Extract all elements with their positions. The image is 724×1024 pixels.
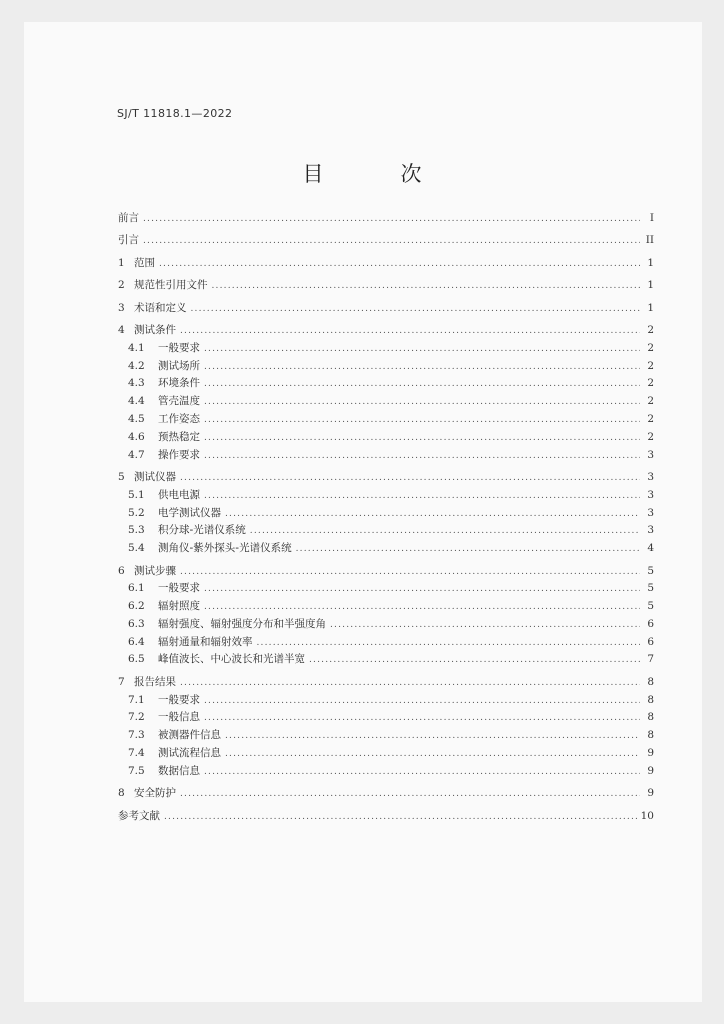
table-of-contents	[118, 210, 654, 825]
toc-entry-number: 5.3	[128, 524, 145, 537]
toc-entry-number: 7.4	[128, 747, 145, 760]
toc-entry-number: 7.5	[128, 764, 145, 777]
toc-entry[interactable]	[118, 674, 654, 692]
toc-entry-label: 测角仪-紫外探头-光谱仪系统	[158, 542, 292, 555]
toc-entry[interactable]	[118, 375, 654, 393]
toc-entry-page: 9	[647, 764, 654, 777]
toc-entry-label: 辐射照度	[158, 600, 200, 613]
toc-entry[interactable]	[118, 616, 654, 634]
toc-entry-label: 前言	[118, 212, 139, 224]
toc-entry[interactable]	[118, 340, 654, 358]
toc-entry[interactable]	[118, 709, 654, 727]
toc-entry-number: 6.5	[128, 653, 145, 666]
toc-entry-page: 1	[647, 256, 654, 269]
toc-leader-dots	[191, 301, 641, 319]
toc-entry-label: 术语和定义	[134, 301, 187, 314]
toc-entry[interactable]	[118, 358, 654, 376]
toc-entry-page: 2	[647, 412, 654, 425]
toc-leader-dots	[180, 786, 640, 804]
toc-entry[interactable]	[118, 505, 654, 523]
toc-entry-page: 2	[647, 430, 654, 443]
toc-leader-dots	[296, 541, 640, 559]
toc-leader-dots	[204, 412, 640, 430]
toc-entry-label: 辐射通量和辐射效率	[158, 635, 253, 648]
toc-leader-dots	[204, 448, 640, 466]
toc-entry[interactable]	[118, 651, 654, 669]
toc-entry-page: 3	[647, 506, 654, 519]
toc-entry-number: 8	[118, 787, 125, 800]
toc-leader-dots	[180, 675, 640, 693]
toc-entry-page: I	[649, 212, 654, 224]
toc-entry[interactable]	[118, 540, 654, 558]
toc-entry-number: 4.3	[128, 377, 145, 390]
toc-entry-page: 2	[647, 359, 654, 372]
toc-entry[interactable]	[118, 487, 654, 505]
toc-entry-number: 5.1	[128, 488, 145, 501]
toc-entry-label: 积分球-光谱仪系统	[158, 524, 246, 537]
toc-leader-dots	[204, 710, 640, 728]
toc-entry[interactable]	[118, 411, 654, 429]
toc-entry[interactable]	[118, 210, 654, 228]
toc-entry-label: 规范性引用文件	[134, 279, 208, 292]
toc-entry[interactable]	[118, 322, 654, 340]
toc-leader-dots	[159, 256, 640, 274]
toc-leader-dots	[204, 376, 640, 394]
toc-entry-number: 5.4	[128, 542, 145, 555]
toc-entry[interactable]	[118, 563, 654, 581]
toc-entry[interactable]	[118, 634, 654, 652]
toc-leader-dots	[204, 693, 640, 711]
toc-entry-number: 6.2	[128, 600, 145, 613]
toc-entry-number: 7.1	[128, 693, 145, 706]
toc-entry-number: 6.3	[128, 617, 145, 630]
toc-entry-page: 1	[647, 279, 654, 292]
toc-entry-number: 7	[118, 675, 125, 688]
toc-leader-dots	[204, 430, 640, 448]
toc-entry-page: II	[645, 234, 654, 247]
toc-entry-number: 5	[118, 470, 125, 483]
toc-entry-label: 预热稳定	[158, 430, 200, 443]
toc-entry[interactable]	[118, 300, 654, 318]
toc-entry-label: 被测器件信息	[158, 729, 221, 742]
toc-entry-label: 一般要求	[158, 693, 200, 706]
toc-entry-label: 数据信息	[158, 764, 200, 777]
toc-entry-number: 7.2	[128, 711, 145, 724]
toc-entry-label: 报告结果	[134, 675, 176, 688]
toc-leader-dots	[164, 809, 637, 827]
toc-entry[interactable]	[118, 727, 654, 745]
toc-leader-dots	[225, 506, 640, 524]
toc-entry-number: 4	[118, 323, 125, 336]
toc-entry[interactable]	[118, 469, 654, 487]
toc-entry-number: 6.1	[128, 582, 145, 595]
toc-entry-page: 10	[640, 809, 654, 822]
toc-entry[interactable]	[118, 692, 654, 710]
toc-entry-page: 8	[647, 729, 654, 742]
toc-entry-page: 2	[647, 395, 654, 408]
toc-entry-label: 测试步骤	[134, 564, 176, 577]
toc-entry-page: 3	[647, 488, 654, 501]
toc-entry-number: 4.4	[128, 395, 145, 408]
toc-leader-dots	[212, 278, 641, 296]
toc-entry-label: 测试条件	[134, 323, 176, 336]
toc-entry[interactable]	[118, 763, 654, 781]
toc-entry[interactable]	[118, 745, 654, 763]
toc-leader-dots	[330, 617, 640, 635]
toc-entry-page: 8	[647, 693, 654, 706]
toc-entry-page: 8	[647, 711, 654, 724]
toc-leader-dots	[204, 488, 640, 506]
toc-entry[interactable]	[118, 255, 654, 273]
toc-entry-label: 参考文献	[118, 809, 160, 822]
toc-entry-label: 测试流程信息	[158, 747, 221, 760]
toc-entry-label: 测试仪器	[134, 470, 176, 483]
toc-entry-page: 5	[647, 564, 654, 577]
toc-entry-label: 峰值波长、中心波长和光谱半宽	[158, 653, 305, 666]
toc-entry[interactable]	[118, 277, 654, 295]
toc-entry-page: 8	[647, 675, 654, 688]
toc-leader-dots	[250, 523, 640, 541]
toc-entry-number: 5.2	[128, 506, 145, 519]
toc-leader-dots	[204, 341, 640, 359]
toc-entry-number: 7.3	[128, 729, 145, 742]
toc-entry-page: 4	[647, 542, 654, 555]
toc-entry-label: 电学测试仪器	[158, 506, 221, 519]
toc-entry-number: 2	[118, 279, 125, 292]
toc-entry-page: 2	[647, 323, 654, 336]
page-title: 目 次	[302, 162, 450, 186]
toc-entry-label: 操作要求	[158, 448, 200, 461]
toc-entry-label: 供电电源	[158, 488, 200, 501]
toc-entry-page: 2	[647, 341, 654, 354]
toc-leader-dots	[204, 599, 640, 617]
toc-entry-number: 4.5	[128, 412, 145, 425]
toc-entry-page: 7	[647, 653, 654, 666]
toc-entry[interactable]	[118, 598, 654, 616]
toc-entry[interactable]	[118, 447, 654, 465]
toc-leader-dots	[257, 635, 641, 653]
toc-entry[interactable]	[118, 580, 654, 598]
toc-entry-page: 6	[647, 635, 654, 648]
toc-entry[interactable]	[118, 522, 654, 540]
toc-entry[interactable]	[118, 808, 654, 826]
toc-entry-page: 3	[647, 524, 654, 537]
toc-entry-label: 范围	[134, 256, 155, 269]
toc-entry-page: 5	[647, 600, 654, 613]
toc-entry-page: 3	[647, 470, 654, 483]
toc-leader-dots	[204, 581, 640, 599]
toc-leader-dots	[225, 728, 640, 746]
toc-entry-page: 6	[647, 617, 654, 630]
toc-entry-number: 6	[118, 564, 125, 577]
toc-entry-label: 安全防护	[134, 787, 176, 800]
toc-entry-label: 一般要求	[158, 341, 200, 354]
toc-entry-number: 4.2	[128, 359, 145, 372]
toc-leader-dots	[204, 764, 640, 782]
toc-entry-number: 3	[118, 301, 125, 314]
toc-entry-label: 测试场所	[158, 359, 200, 372]
toc-entry[interactable]	[118, 232, 654, 250]
toc-leader-dots	[180, 564, 640, 582]
toc-entry-page: 1	[647, 301, 654, 314]
toc-leader-dots	[143, 211, 640, 229]
toc-entry-label: 辐射强度、辐射强度分布和半强度角	[158, 617, 326, 630]
toc-entry-label: 环境条件	[158, 377, 200, 390]
toc-entry[interactable]	[118, 785, 654, 803]
toc-entry[interactable]	[118, 393, 654, 411]
toc-entry-label: 工作姿态	[158, 412, 200, 425]
toc-leader-dots	[204, 359, 640, 377]
toc-entry-page: 3	[647, 448, 654, 461]
toc-leader-dots	[180, 470, 640, 488]
toc-entry-number: 4.1	[128, 341, 145, 354]
toc-leader-dots	[180, 323, 640, 341]
toc-leader-dots	[225, 746, 640, 764]
toc-entry-label: 一般要求	[158, 582, 200, 595]
toc-entry-page: 9	[647, 787, 654, 800]
toc-entry-page: 2	[647, 377, 654, 390]
toc-entry-label: 一般信息	[158, 711, 200, 724]
toc-entry-number: 4.7	[128, 448, 145, 461]
toc-entry-label: 管壳温度	[158, 395, 200, 408]
toc-leader-dots	[143, 233, 640, 251]
toc-entry-number: 4.6	[128, 430, 145, 443]
toc-entry[interactable]	[118, 429, 654, 447]
toc-entry-page: 5	[647, 582, 654, 595]
toc-entry-number: 1	[118, 256, 125, 269]
toc-entry-number: 6.4	[128, 635, 145, 648]
document-id: SJ/T 11818.1—2022	[117, 107, 233, 120]
toc-entry-label: 引言	[118, 234, 139, 247]
toc-leader-dots	[204, 394, 640, 412]
toc-entry-page: 9	[647, 747, 654, 760]
toc-leader-dots	[309, 652, 640, 670]
